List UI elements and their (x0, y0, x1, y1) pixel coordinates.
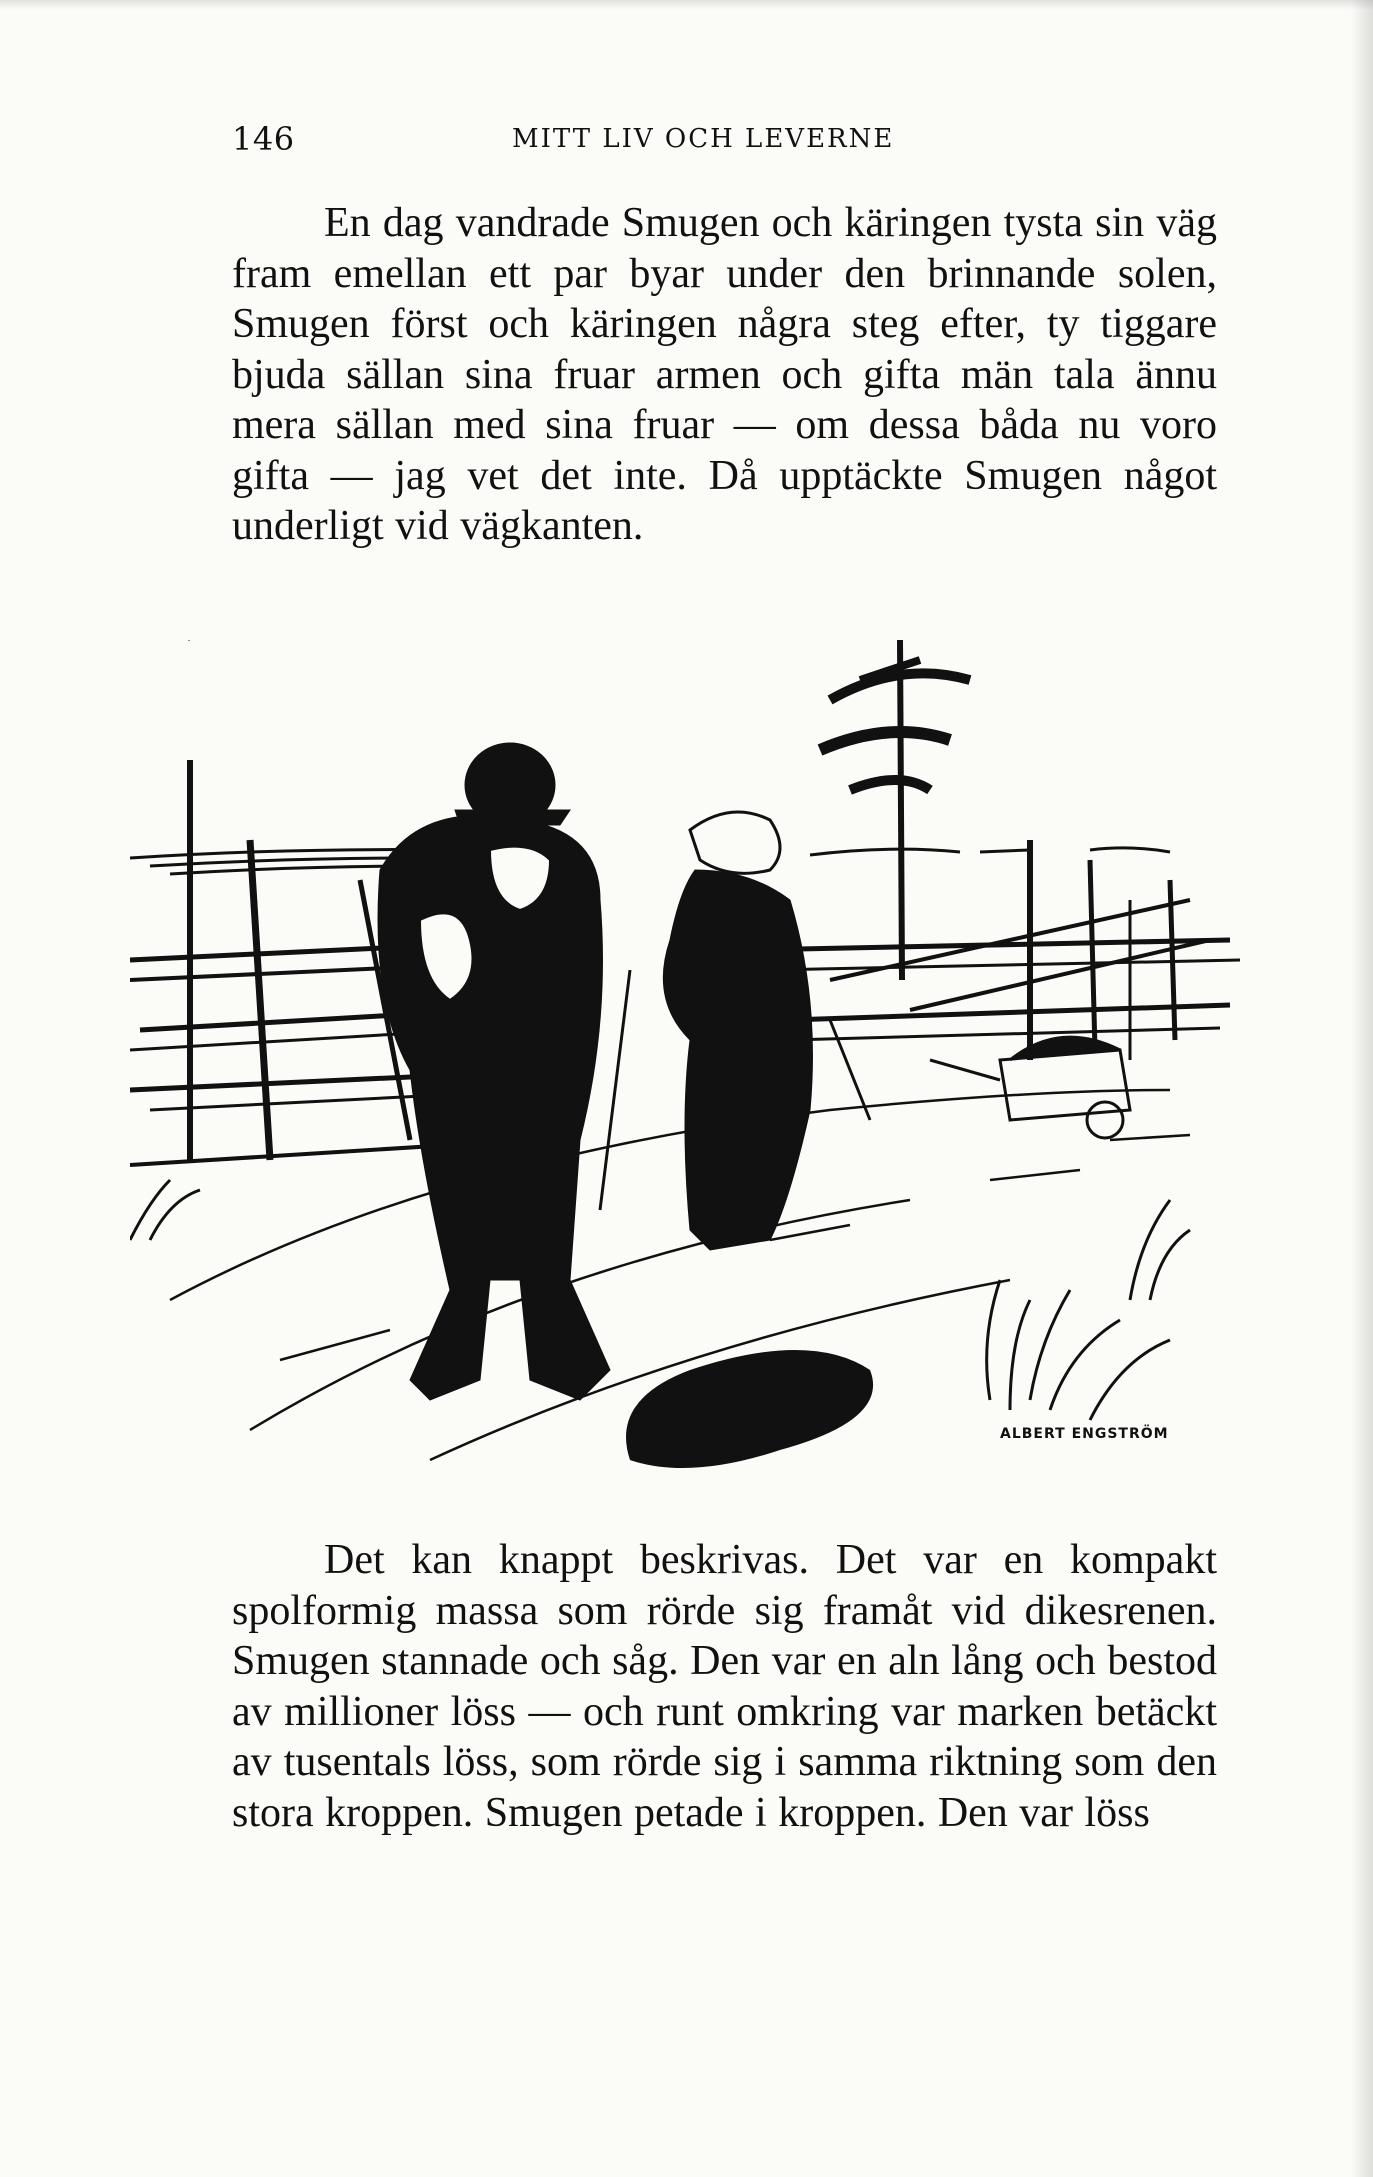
paragraph-1: En dag vandrade Smugen och käringen tysta sin väg fram emellan ett par byar under den brinnande solen, Smugen först och käringen några steg efter, ty tiggare bjuda sällan sina fruar armen och gifta män tala ännu mera sällan med sina fruar — om dessa båda nu voro gifta — jag vet det inte. Då upptäckte Smugen något underligt vid vägkanten. (232, 200, 1217, 549)
tree (820, 640, 970, 980)
ink-illustration-beggars-on-road (130, 640, 1250, 1490)
page-header (232, 120, 1217, 160)
horizon-lines (130, 848, 1170, 874)
page-edge-shadow (1351, 0, 1373, 2177)
running-title: MITT LIV OCH LEVERNE (512, 124, 895, 154)
fence-right (750, 840, 1240, 1060)
grass-tufts (130, 1180, 1190, 1420)
woman-figure (600, 812, 870, 1250)
man-figure (378, 743, 610, 1400)
cart (930, 1037, 1130, 1138)
paragraph-2: Det kan knappt beskrivas. Det var en kompakt spolformig massa som rörde sig framåt vid dikesrenen. Smugen stannade och såg. Den var en aln lång och bestod av millioner löss — och runt omkring var marken betäckt av tusentals löss, som rörde sig i samma riktning som den stora kroppen. Smugen petade i kroppen. Den var löss (232, 1537, 1217, 1836)
page-number: 146 (232, 120, 295, 158)
artist-signature: ALBERT ENGSTRÖM (1000, 1426, 1169, 1442)
page-top-shadow (0, 0, 1373, 10)
